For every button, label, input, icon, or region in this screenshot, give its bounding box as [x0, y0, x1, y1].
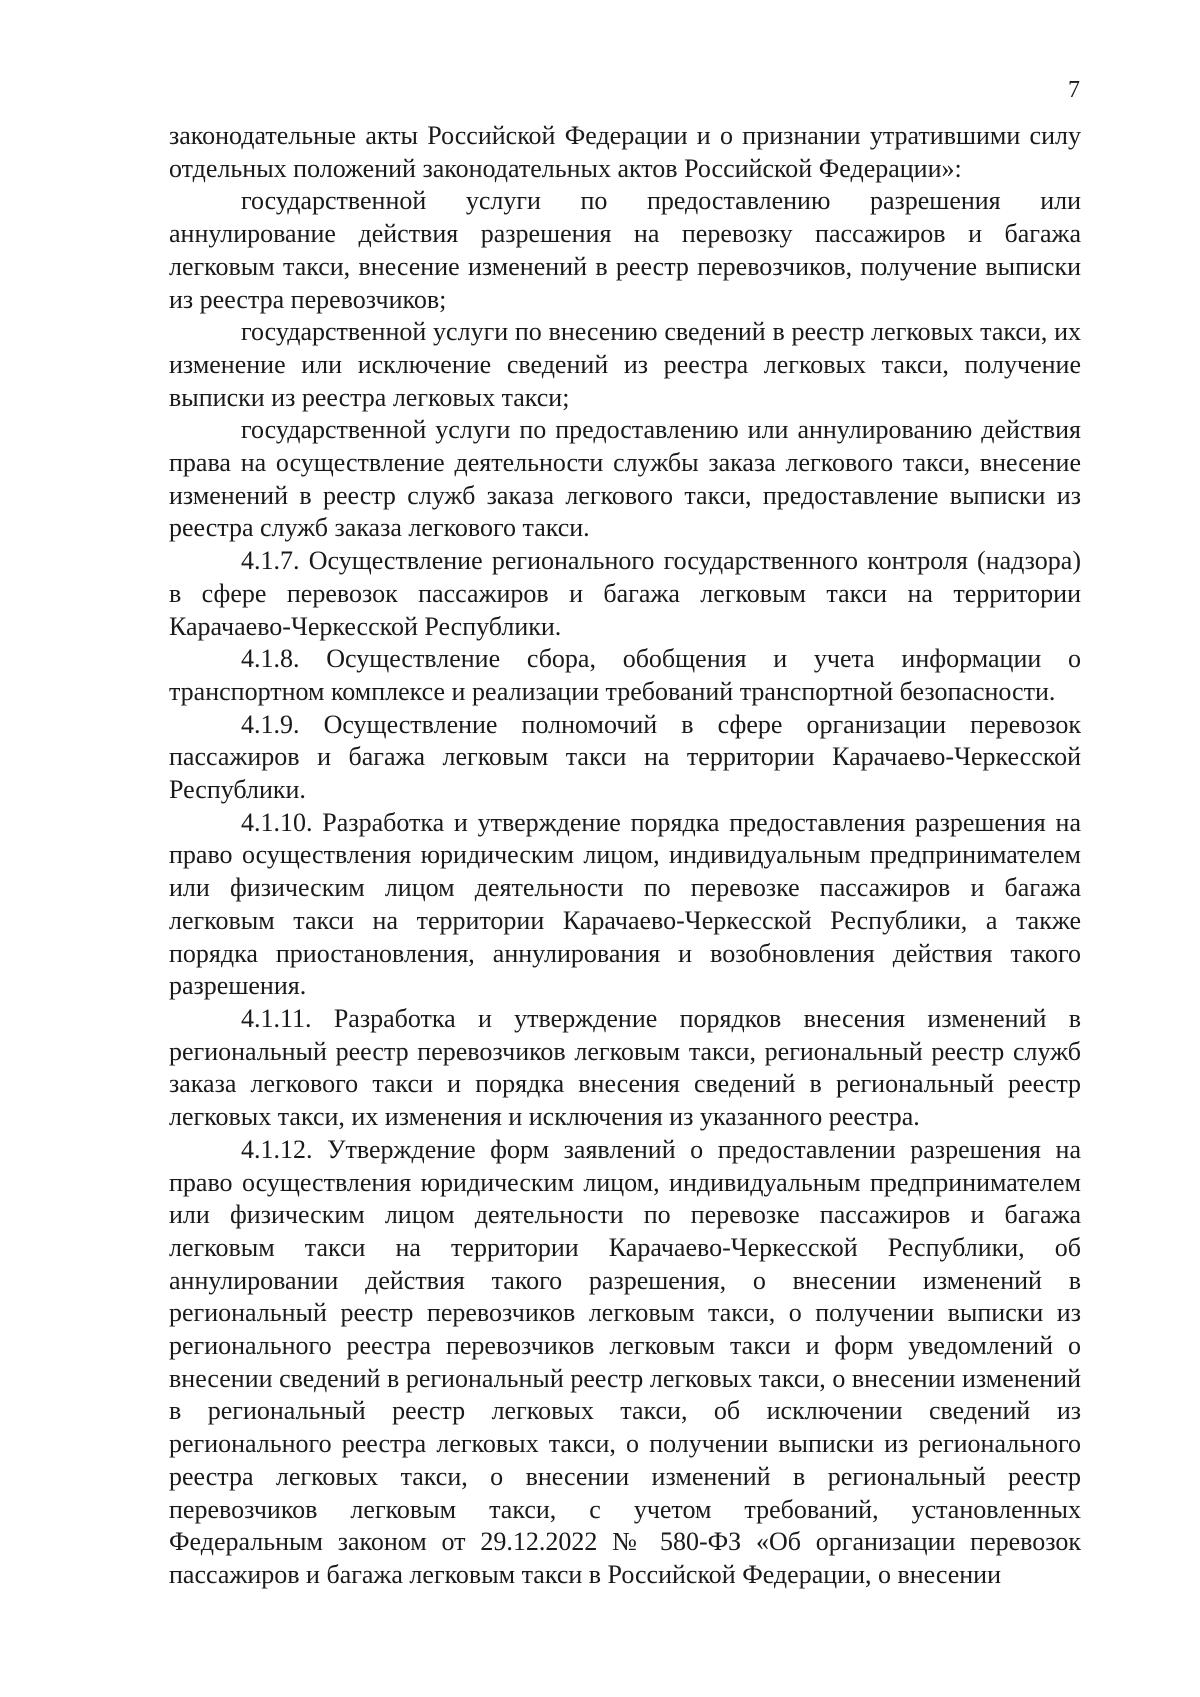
paragraph-4-1-11: 4.1.11. Разработка и утверждение порядков внесения изменений в региональный реестр перевозчиков легковым такси, региональный реестр служб заказа легкового такси и порядка внесения сведений в региональный реестр легковых такси, их изменения и исключения из указанного реестра. [169, 1003, 1081, 1132]
paragraph-4-1-12: 4.1.12. Утверждение форм заявлений о предоставлении разрешения на право осуществления юридическим лицом, индивидуальным предпринимателем или физическим лицом деятельности по перевозке пассажиров и багажа легковым такси на территории Карачаево-Черкесской Республики, об аннулировании действия такого разрешения, о внесении изменений в региональный реестр перевозчиков легковым такси, о получении выписки из регионального реестра перевозчиков легковым такси и форм уведомлений о внесении сведений в региональный реестр легковых такси, о внесении изменений в региональный реестр легковых такси, об исключении сведений из регионального реестра легковых такси, о получении выписки из регионального реестра легковых такси, о внесении изменений в региональный реестр перевозчиков легковым такси, с учетом требований, установленных Федеральным законом от 29.12.2022 № 580-ФЗ «Об организации перевозок пассажиров и багажа легковым такси в Российской Федерации, о внесении [169, 1134, 1081, 1589]
paragraph-4-1-8: 4.1.8. Осуществление сбора, обобщения и учета информации о транспортном комплексе и реализации требований транспортной безопасности. [169, 644, 1081, 706]
paragraph-4-1-10: 4.1.10. Разработка и утверждение порядка предоставления разрешения на право осуществления юридическим лицом, индивидуальным предпринимателем или физическим лицом деятельности по перевозке пассажиров и багажа легковым такси на территории Карачаево-Черкесской Республики, а также порядка приостановления, аннулирования и возобновления действия такого разрешения. [169, 807, 1081, 1001]
paragraph-continuation: законодательные акты Российской Федерации и о признании утратившими силу отдельных положений законодательных актов Российской Федерации»: [169, 121, 1081, 183]
paragraph-service-taxi-registry: государственной услуги по внесению сведений в реестр легковых такси, их изменение или исключение сведений из реестра легковых такси, получение выписки из реестра легковых такси; [169, 317, 1081, 412]
page-number: 7 [1068, 77, 1080, 103]
paragraph-service-carrier-permit: государственной услуги по предоставлению разрешения или аннулирование действия разрешения на перевозку пассажиров и багажа легковым такси, внесение изменений в реестр перевозчиков, получение выписки из реестра перевозчиков; [169, 186, 1081, 314]
paragraph-4-1-9: 4.1.9. Осуществление полномочий в сфере организации перевозок пассажиров и багажа легковым такси на территории Карачаево-Черкесской Республики. [169, 709, 1081, 805]
paragraph-service-dispatch-registry: государственной услуги по предоставлению или аннулированию действия права на осуществление деятельности службы заказа легкового такси, внесение изменений в реестр служб заказа легкового такси, предоставление выписки из реестра служб заказа легкового такси. [169, 415, 1081, 543]
document-body [169, 120, 1081, 1592]
paragraph-4-1-7: 4.1.7. Осуществление регионального государственного контроля (надзора) в сфере перевозок пассажиров и багажа легковым такси на территории Карачаево-Черкесской Республики. [169, 546, 1081, 641]
